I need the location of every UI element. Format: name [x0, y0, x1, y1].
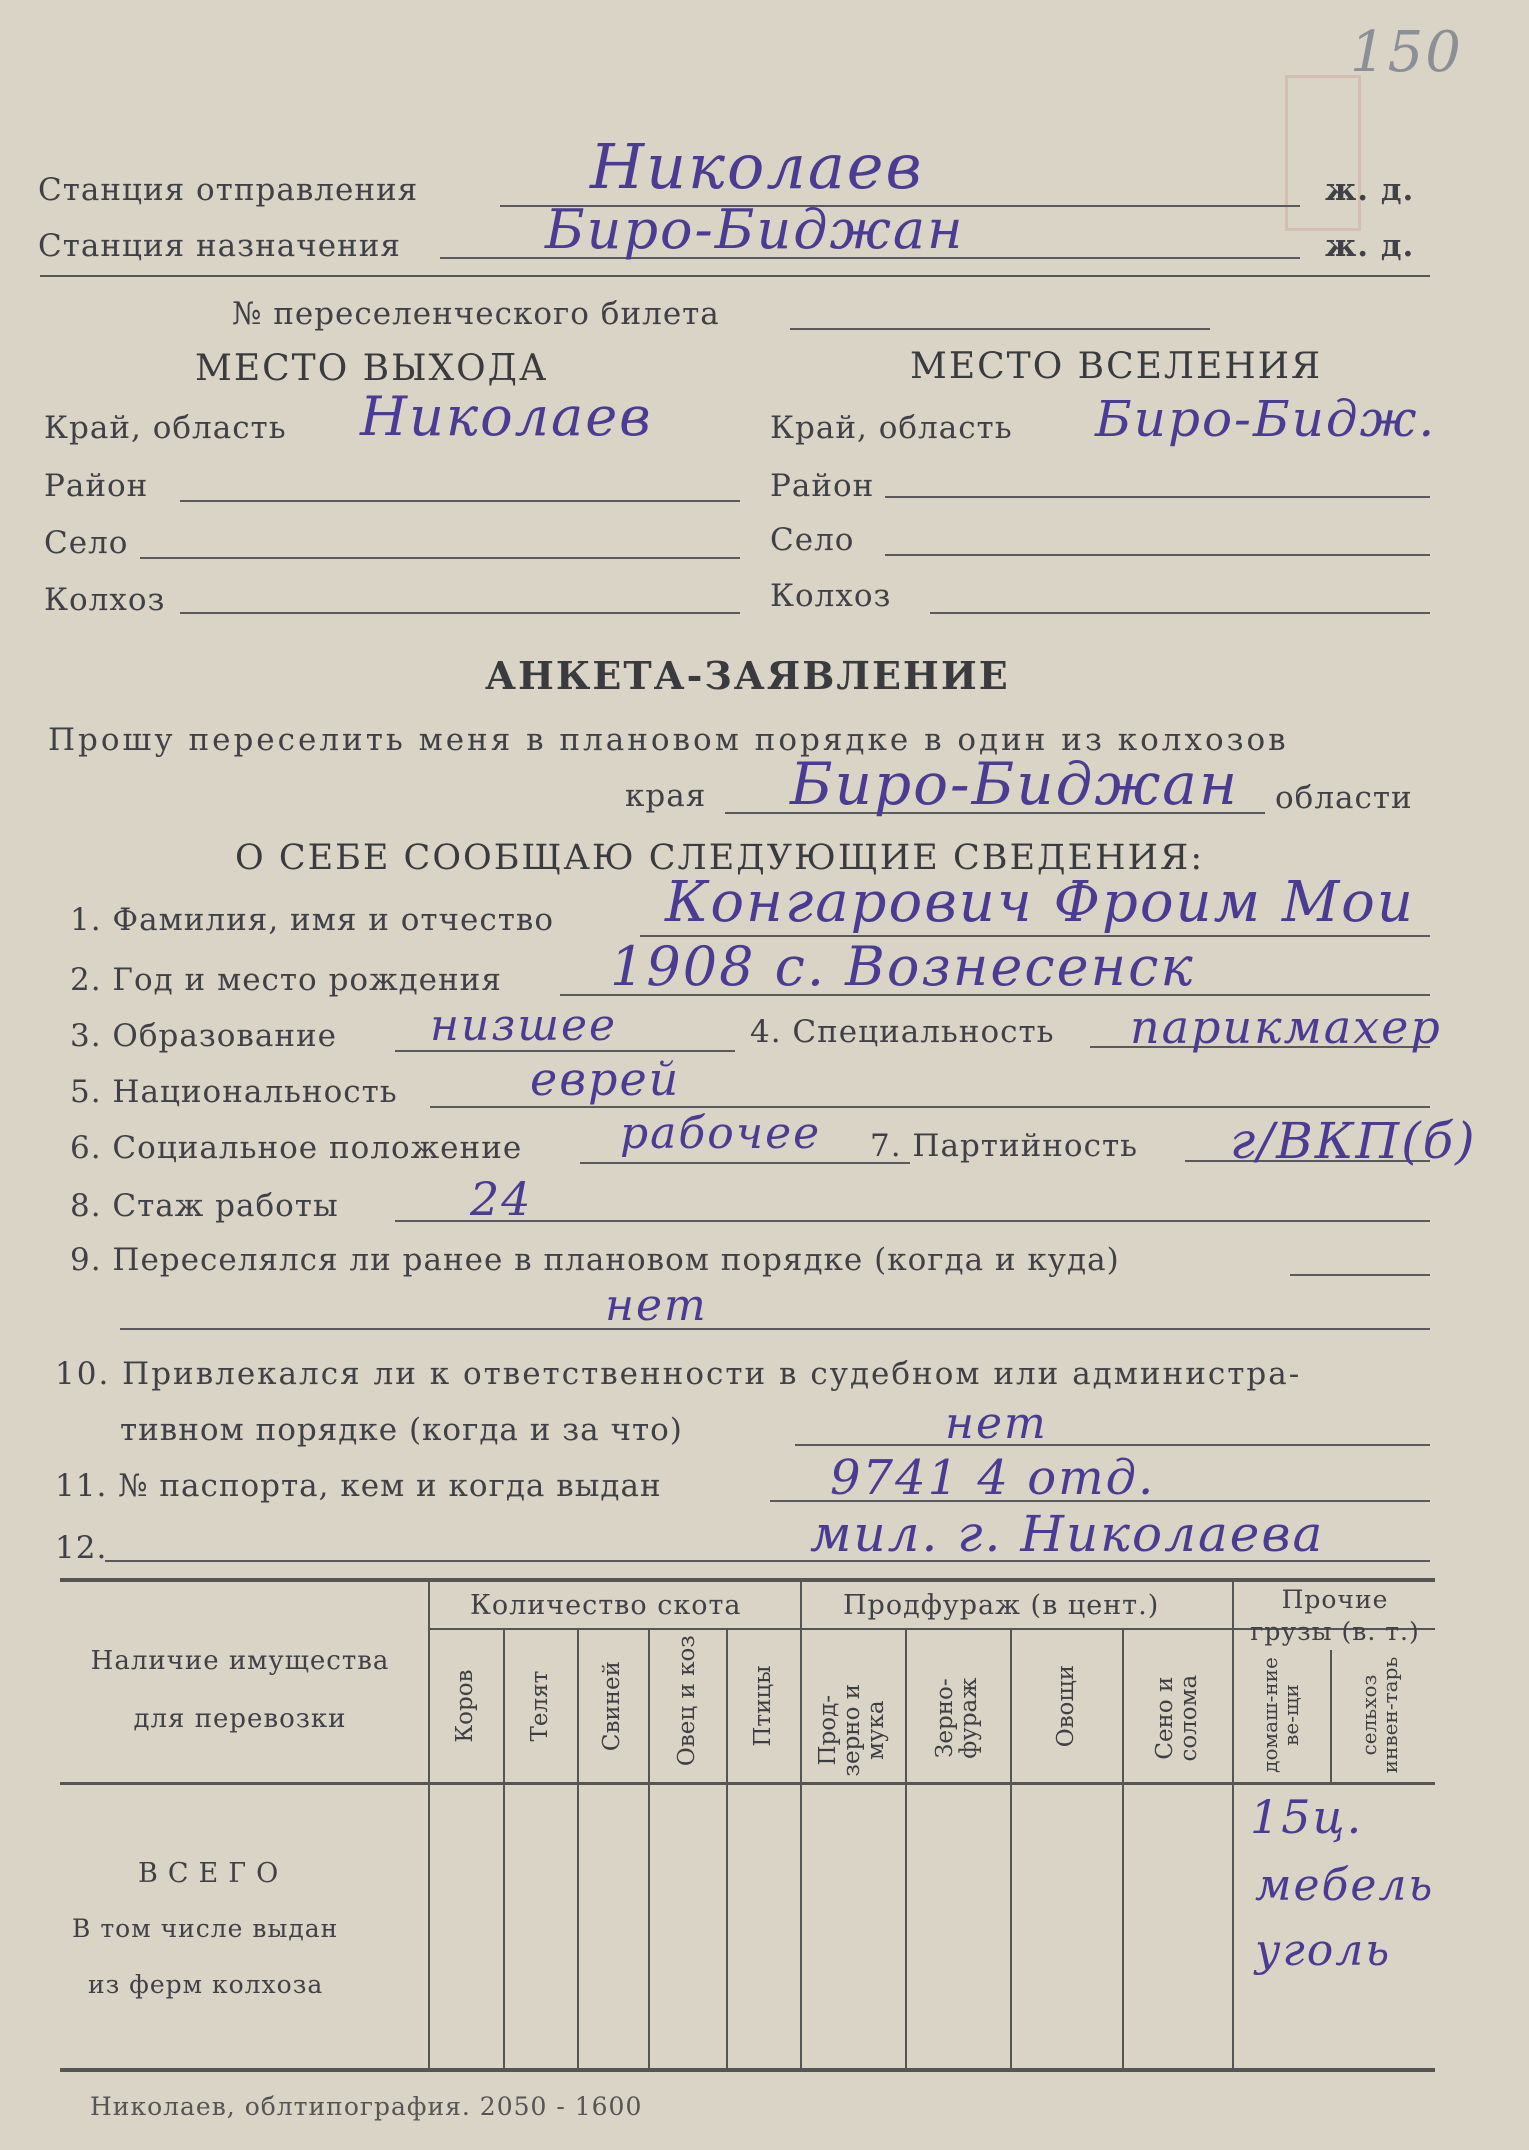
col-header-5: Прод-зерно и мука [814, 1683, 890, 1777]
incl-label: В том числе выдан [72, 1914, 339, 1943]
dest-district-label: Район [770, 468, 875, 504]
rail-suffix-2: ж. д. [1325, 228, 1415, 264]
f2-label: 2. Год и место рождения [70, 962, 502, 998]
col-divider [1232, 1580, 1234, 2068]
f10-value: нет [945, 1398, 1048, 1449]
origin-heading: МЕСТО ВЫХОДА [195, 348, 549, 389]
col-divider [905, 1630, 907, 2068]
f10-line [795, 1444, 1430, 1446]
table-row-header: Наличие имущества для перевозки [90, 1646, 390, 1734]
f5-value: еврей [530, 1052, 681, 1106]
col-divider [800, 1580, 802, 2068]
col-header-3: Овец и коз [673, 1635, 700, 1767]
f4-label: 4. Специальность [750, 1014, 1055, 1050]
col-header-8: Сено и солома [1151, 1674, 1202, 1762]
f11-label: 11. № паспорта, кем и когда выдан [55, 1468, 662, 1504]
dest-kolkhoz-line [930, 612, 1430, 614]
f1-value: Конгарович Фроим Мои [665, 870, 1415, 935]
kray-value: Биро-Биджан [790, 750, 1240, 818]
f10-label-b: тивном порядке (когда и за что) [120, 1412, 683, 1448]
col-divider [577, 1630, 579, 2068]
dest-district-line [885, 496, 1430, 498]
f12-value: мил. г. Николаева [810, 1505, 1325, 1563]
origin-kolkhoz-label: Колхоз [44, 582, 166, 618]
col-divider [726, 1630, 728, 2068]
printer-footer: Николаев, облтипография. 2050 - 1600 [90, 2092, 643, 2121]
f6-value: рабочее [620, 1108, 822, 1159]
f6-label: 6. Социальное положение [70, 1130, 523, 1166]
table-header-rule [60, 1782, 1435, 1785]
kray-label: края [625, 778, 707, 814]
farm-label: из ферм колхоза [88, 1970, 324, 1999]
table-top-rule [60, 1578, 1435, 1582]
rail-suffix-1: ж. д. [1325, 172, 1415, 208]
f4-value: парикмахер [1130, 1000, 1442, 1054]
origin-region-value: Николаев [360, 385, 653, 448]
sheet-number: 150 [1350, 20, 1463, 85]
destination-value: Биро-Биджан [545, 198, 965, 261]
info-heading: О СЕБЕ СООБЩАЮ СЛЕДУЮЩИЕ СВЕДЕНИЯ: [235, 838, 1205, 878]
col-divider [1330, 1650, 1332, 1782]
total-label: ВСЕГО [138, 1858, 289, 1889]
ticket-label: № переселенческого билета [232, 296, 720, 332]
f7-label: 7. Партийность [870, 1128, 1138, 1164]
f11-value: 9741 4 отд. [830, 1450, 1156, 1506]
f5-label: 5. Национальность [70, 1074, 398, 1110]
other-value-1: 15ц. [1250, 1790, 1364, 1844]
origin-district-label: Район [44, 468, 149, 504]
origin-kolkhoz-line [180, 612, 740, 614]
col-divider [1122, 1630, 1124, 2068]
f10-label-a: 10. Привлекался ли к ответственности в судебном или администра- [55, 1356, 1302, 1392]
f8-line [395, 1220, 1430, 1222]
f3-value: низшее [430, 1000, 618, 1051]
f7-value: г/ВКП(б) [1230, 1112, 1477, 1170]
f8-value: 24 [470, 1172, 533, 1226]
destination-label: Станция назначения [38, 228, 401, 264]
group-other: Прочие грузы (в. т.) [1250, 1585, 1420, 1646]
col-header-9: домаш-ние ве-щи [1258, 1657, 1303, 1773]
request-text: Прошу переселить меня в плановом порядке в один из колхозов [48, 722, 1289, 758]
f2-value: 1908 с. Вознесенск [610, 935, 1195, 998]
col-header-6: Зерно-фураж [931, 1677, 982, 1759]
origin-village-label: Село [44, 525, 129, 561]
other-value-3: уголь [1255, 1925, 1392, 1976]
f9-line-a [1290, 1274, 1430, 1276]
origin-region-label: Край, область [44, 410, 287, 446]
departure-label: Станция отправления [38, 172, 419, 208]
destination-heading: МЕСТО ВСЕЛЕНИЯ [910, 346, 1323, 387]
table-bottom-rule [60, 2068, 1435, 2072]
f8-label: 8. Стаж работы [70, 1188, 339, 1224]
dest-region-label: Край, область [770, 410, 1013, 446]
col-divider [648, 1630, 650, 2068]
f9-line-b [120, 1328, 1430, 1330]
col-header-4: Птицы [749, 1665, 776, 1747]
f12-label: 12. [55, 1530, 108, 1566]
f9-label: 9. Переселялся ли ранее в плановом порядке (когда и куда) [70, 1242, 1120, 1278]
f5-line [430, 1106, 1430, 1108]
col-header-0: Коров [451, 1669, 478, 1743]
form-title: АНКЕТА-ЗАЯВЛЕНИЕ [485, 653, 1010, 698]
origin-district-line [180, 500, 740, 502]
other-value-2: мебель [1255, 1860, 1435, 1911]
f1-label: 1. Фамилия, имя и отчество [70, 902, 555, 938]
col-header-2: Свиней [598, 1660, 625, 1752]
oblast-label: области [1275, 780, 1413, 816]
dest-region-value: Биро-Бидж. [1095, 390, 1437, 448]
col-divider [503, 1630, 505, 2068]
dest-village-label: Село [770, 522, 855, 558]
origin-village-line [140, 557, 740, 559]
f6-line [580, 1162, 910, 1164]
ticket-line [790, 328, 1210, 330]
col-divider [1010, 1630, 1012, 2068]
f3-label: 3. Образование [70, 1018, 338, 1054]
departure-value: Николаев [590, 130, 924, 203]
dest-village-line [885, 554, 1430, 556]
header-rule [40, 275, 1430, 277]
group-fodder: Продфураж (в цент.) [843, 1590, 1160, 1621]
col-divider [428, 1580, 430, 2068]
col-header-7: Овощи [1052, 1664, 1079, 1748]
dest-kolkhoz-label: Колхоз [770, 578, 892, 614]
col-header-1: Телят [526, 1670, 553, 1742]
f9-value: нет [605, 1280, 708, 1331]
col-header-10: сельхоз инвен-тарь [1357, 1656, 1402, 1774]
group-livestock: Количество скота [470, 1590, 742, 1621]
